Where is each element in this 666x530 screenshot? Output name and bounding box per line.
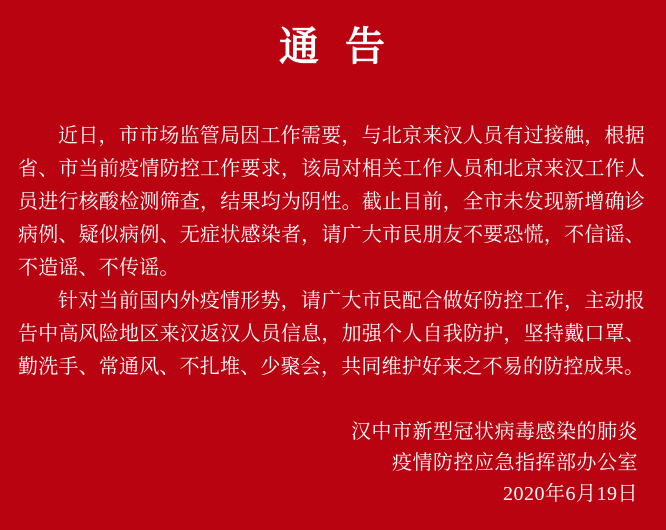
notice-signature bbox=[0, 417, 666, 510]
notice-body bbox=[0, 120, 666, 384]
notice-title: 通 告 bbox=[279, 24, 387, 69]
signature-date: 2020年6月19日 bbox=[503, 483, 638, 505]
notice-paragraph-2: 针对当前国内外疫情形势，请广大市民配合做好防控工作，主动报告中高风险地区来汉返汉人员信息，加强个人自我防护，坚持戴口罩、勤洗手、常通风、不扎堆、少聚会，共同维护好来之不易的防控成果。 bbox=[18, 290, 645, 378]
signature-org-line-2: 疫情防控应急指挥部办公室 bbox=[392, 452, 638, 474]
notice-paragraph-1: 近日，市市场监管局因工作需要，与北京来汉人员有过接触，根据省、市当前疫情防控工作要求，该局对相关工作人员和北京来汉工作人员进行核酸检测筛查，结果均为阴性。截止目前，全市未发现新增确诊病例、疑似病例、无症状感染者，请广大市民朋友不要恐慌，不信谣、不造谣、不传谣。 bbox=[18, 125, 645, 279]
signature-org-line-1: 汉中市新型冠状病毒感染的肺炎 bbox=[351, 421, 638, 443]
